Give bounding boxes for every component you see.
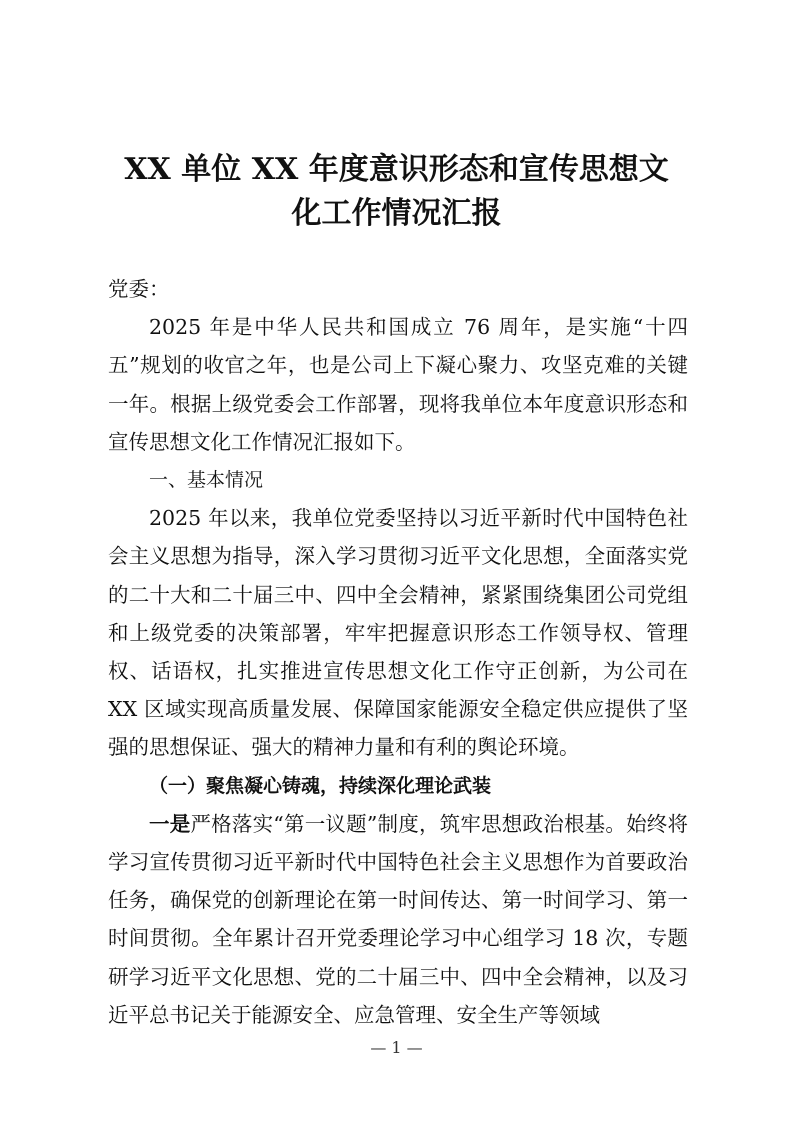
page-number: — 1 — <box>370 1038 423 1057</box>
title-line-1: XX 单位 XX 年度意识形态和宣传思想文 <box>124 152 669 187</box>
section-paragraph-basic-situation: 2025 年以来，我单位党委坚持以习近平新时代中国特色社会主义思想为指导，深入学习贯彻习近平文化思想，全面落实党的二十大和二十届三中、四中全会精神，紧紧围绕集团公司党组和上级党委的决策部署，牢牢把握意识形态工作领导权、管理权、话语权，扎实推进宣传思想文化工作守正创新，为公司在 XX 区域实现高质量发展、保障国家能源安全稳定供应提供了坚强的思想保证、强大的精神力量和有利的舆论环境。 <box>108 506 688 760</box>
subsection-heading-theory: （一）聚焦凝心铸魂，持续深化理论武装 <box>149 774 492 797</box>
item-text: 严格落实“第一议题”制度，筑牢思想政治根基。始终将学习宣传贯彻习近平新时代中国特色社会主义思想作为首要政治任务，确保党的创新理论在第一时间传达、第一时间学习、第一时间贯彻。全年累计召开党委理论学习中心组学习 18 次，专题研学习近平文化思想、党的二十届三中、四中全会精神，以及习近平总书记关于能源安全、应急管理、安全生产等领域 <box>108 811 689 1027</box>
document-body <box>108 270 688 1034</box>
title-line-2: 化工作情况汇报 <box>291 196 502 231</box>
salutation: 党委： <box>108 277 170 301</box>
item-paragraph-first <box>108 805 688 1034</box>
document-title <box>100 148 693 236</box>
section-heading-basic-situation: 一、基本情况 <box>149 469 264 492</box>
intro-paragraph: 2025 年是中华人民共和国成立 76 周年，是实施“十四五”规划的收官之年，也是公司上下凝心聚力、攻坚克难的关键一年。根据上级党委会工作部署，现将我单位本年度意识形态和宣传思想文化工作情况汇报如下。 <box>108 315 688 454</box>
item-lead: 一是 <box>149 811 191 836</box>
